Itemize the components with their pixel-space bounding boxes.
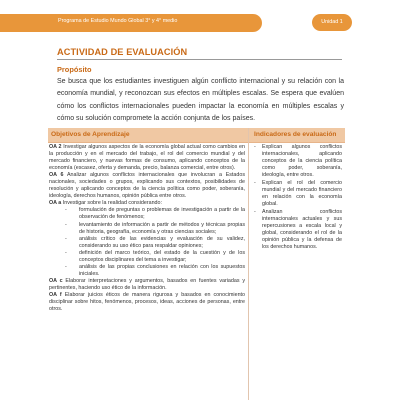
objectives-table [48,128,345,400]
indicators-list [254,144,342,251]
indicator-item: - Analizan conflictos internacionales actuales y sus repercusiones a escala local y global, considerando el rol de la opinión pública y la defensa de los derechos humanos. [254,209,342,251]
program-label: Programa de Estudio Mundo Global 3° y 4° medio [58,18,178,24]
indicators-cell [254,144,342,251]
objectives-cell [49,144,245,313]
objective-text: Elaborar interpretaciones y argumentos, basados en fuentes variadas y pertinentes, haciendo uso ético de la información. [49,277,245,291]
col-header-objectives-label: Objetivos de Aprendizaje [51,131,130,138]
objective-text: Analizar algunos conflictos internacionales que involucran a Estados nacionales, sociedades o grupos, explicando sus contextos, posibilidades de resolución y aplicando conceptos de la ciencia política como poder, soberanía, ideología, derechos humanos, opinión pública entre otros. [49,172,245,200]
title-divider [57,59,342,60]
objective-text: Investigar algunos aspectos de la economía global actual como cambios en la producción y en el mercado del trabajo, el rol del comercio mundial y del mercado financiero, y nuevas formas de consumo, aplicando conceptos de la economía (escasez, oferta y demanda, precio, balanza comercial, entre otros). [49,144,246,172]
objective-code: OA c [49,277,63,284]
list-item: - definición del marco teórico, del estado de la cuestión y de los conceptos disciplinares del tema a investigar; [65,250,245,264]
objective-code: OA 2 [49,144,62,150]
list-item: - formulación de preguntas o problemas de investigación a partir de la observación de fenómenos; [65,207,245,221]
list-item: - análisis de las propias conclusiones en relación con los supuestos iniciales. [65,264,245,278]
page-header [0,0,400,48]
purpose-text: Se busca que los estudiantes investiguen algún conflicto internacional y su relación con la economía mundial, y reconozcan sus efectos en múltiples escalas. Se espera que evalúen cómo los conflictos internacionales pueden impactar la economía en múltiples escalas y cómo su solución compromete la acción conjunta de los países. [57,78,344,123]
objective-oa6 [49,172,245,200]
objective-code: OA 6 [49,172,64,179]
list-item: - análisis crítico de las evidencias y evaluación de su validez, considerando su uso ético para respaldar opiniones; [65,236,245,250]
unit-badge: Unidad 1 [312,14,352,31]
objective-oa2 [49,144,245,172]
objective-text: Investigar sobre la realidad considerando: [61,200,162,207]
activity-title: ACTIVIDAD DE EVALUACIÓN [57,47,188,57]
purpose-heading: Propósito [57,65,92,74]
column-divider [248,128,249,400]
indicator-item: - Explican el rol del comercio mundial y del mercado financiero en relación con la economía global. [254,180,342,208]
objective-text: Elaborar juicios éticos de manera rigurosa y basados en conocimiento disciplinar sobre hitos, fenómenos, procesos, ideas, acciones de personas, entre otros. [49,291,245,313]
col-header-indicators-label: Indicadores de evaluación [254,131,337,138]
oaa-list [49,207,245,277]
objective-oac [49,278,245,292]
objective-oaa [49,200,245,207]
list-item: - levantamiento de información a partir de métodos y técnicas propias de historia, geografía, economía y otras ciencias sociales; [65,222,245,236]
objective-code: OA f [49,291,62,298]
col-header-indicators [249,128,345,143]
indicator-item: - Explican algunos conflictos internacionales, aplicando conceptos de la ciencia política como poder, soberanía, ideología, entre otros. [254,144,342,179]
objective-oaf [49,292,245,313]
col-header-objectives [48,128,248,143]
objective-code: OA a [49,200,62,207]
